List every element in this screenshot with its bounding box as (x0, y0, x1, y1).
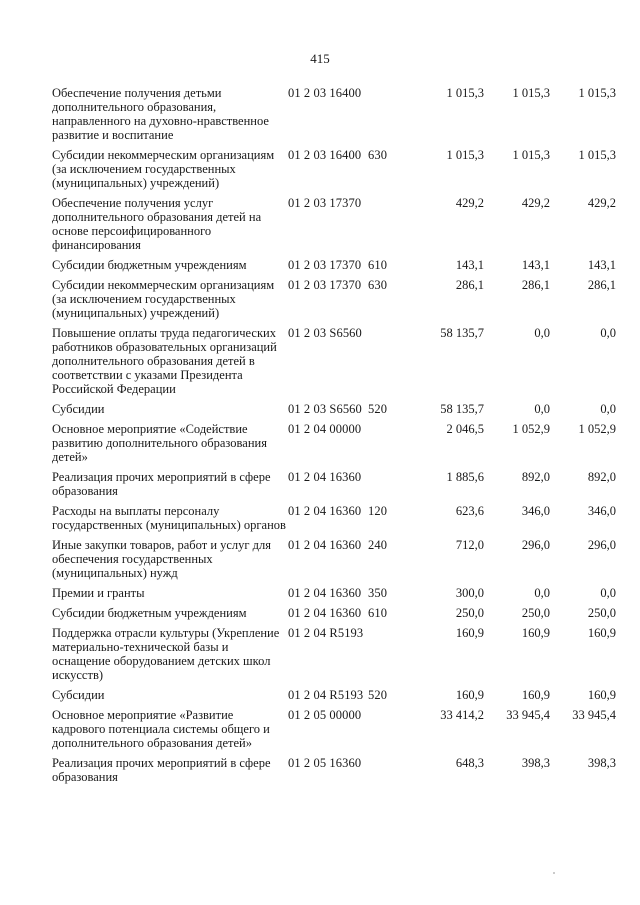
row-name: Субсидии некоммерческим организациям (за исключением государственных (муниципальных) учреждений) (52, 148, 275, 190)
row-name: Реализация прочих мероприятий в сфере образования (52, 756, 271, 784)
table-row (52, 86, 616, 142)
row-value-v1: 286,1 (455, 278, 484, 292)
row-name: Реализация прочих мероприятий в сфере образования (52, 470, 271, 498)
row-value-v3: 160,9 (587, 688, 616, 702)
scan-speck (553, 872, 555, 874)
row-value-v1: 160,9 (455, 626, 484, 640)
row-value-v3: 0,0 (600, 326, 616, 340)
row-target-code: 01 2 03 17370 (288, 258, 362, 272)
row-name: Обеспечение получения детьми дополнительного образования, направленного на духовно-нравственное развитие и воспитание (52, 86, 269, 142)
table-row (52, 326, 616, 396)
table-row (52, 470, 616, 498)
row-code-cell (288, 538, 408, 552)
row-expense-type: 610 (368, 258, 388, 272)
row-name: Премии и гранты (52, 586, 145, 600)
table-row (52, 538, 616, 580)
row-value-v1: 58 135,7 (440, 326, 484, 340)
row-name: Субсидии некоммерческим организациям (за исключением государственных (муниципальных) учреждений) (52, 278, 275, 320)
row-value-v1: 160,9 (455, 688, 484, 702)
row-target-code: 01 2 03 16400 (288, 148, 362, 162)
table-row (52, 606, 616, 620)
row-name: Субсидии бюджетным учреждениям (52, 258, 247, 272)
row-expense-type: 120 (368, 504, 388, 518)
row-code-cell (288, 148, 408, 162)
row-value-v3: 346,0 (587, 504, 616, 518)
row-value-v1: 2 046,5 (446, 422, 484, 436)
row-value-v3: 892,0 (587, 470, 616, 484)
row-value-v2: 286,1 (521, 278, 550, 292)
row-value-v1: 429,2 (455, 196, 484, 210)
row-code-cell (288, 606, 408, 620)
row-value-v2: 160,9 (521, 688, 550, 702)
table-row (52, 626, 616, 682)
table-row (52, 148, 616, 190)
row-value-v3: 143,1 (587, 258, 616, 272)
table-row (52, 708, 616, 750)
page-number: 415 (310, 51, 330, 66)
row-value-v1: 58 135,7 (440, 402, 484, 416)
row-target-code: 01 2 03 17370 (288, 196, 362, 210)
row-target-code: 01 2 04 R5193 (288, 688, 364, 702)
row-value-v2: 0,0 (534, 586, 550, 600)
row-value-v1: 1 015,3 (446, 86, 484, 100)
row-value-v3: 0,0 (600, 402, 616, 416)
row-name: Обеспечение получения услуг дополнительного образования детей на основе персоифицированного финансирования (52, 196, 262, 252)
row-code-cell (288, 402, 408, 416)
row-name: Субсидии (52, 402, 105, 416)
row-name: Иные закупки товаров, работ и услуг для обеспечения государственных (муниципальных) нужд (52, 538, 272, 580)
row-expense-type: 630 (368, 148, 388, 162)
table-row (52, 504, 616, 532)
row-expense-type: 520 (368, 688, 388, 702)
row-expense-type: 630 (368, 278, 388, 292)
row-value-v1: 1 015,3 (446, 148, 484, 162)
row-value-v1: 1 885,6 (446, 470, 484, 484)
row-value-v2: 33 945,4 (506, 708, 550, 722)
table-row (52, 402, 616, 416)
budget-table (52, 86, 616, 790)
row-target-code: 01 2 04 16360 (288, 586, 362, 600)
row-code-cell (288, 86, 408, 100)
table-row (52, 258, 616, 272)
row-value-v3: 1 052,9 (578, 422, 616, 436)
row-target-code: 01 2 04 16360 (288, 538, 362, 552)
table-row (52, 756, 616, 784)
row-value-v2: 0,0 (534, 402, 550, 416)
row-value-v2: 1 015,3 (512, 148, 550, 162)
row-value-v2: 1 052,9 (512, 422, 550, 436)
row-name: Основное мероприятие «Содействие развитию дополнительного образования детей» (52, 422, 267, 464)
row-value-v2: 346,0 (521, 504, 550, 518)
table-row (52, 586, 616, 600)
row-value-v2: 160,9 (521, 626, 550, 640)
row-value-v2: 398,3 (521, 756, 550, 770)
row-name: Основное мероприятие «Развитие кадрового потенциала системы общего и дополнительного образования детей» (52, 708, 270, 750)
row-value-v2: 296,0 (521, 538, 550, 552)
row-code-cell (288, 626, 408, 640)
row-name: Расходы на выплаты персоналу государственных (муниципальных) органов (52, 504, 286, 532)
row-code-cell (288, 326, 408, 340)
row-target-code: 01 2 04 16360 (288, 470, 362, 484)
row-value-v2: 1 015,3 (512, 86, 550, 100)
row-value-v3: 296,0 (587, 538, 616, 552)
row-value-v2: 250,0 (521, 606, 550, 620)
row-name: Поддержка отрасли культуры (Укрепление материально-технической базы и оснащение оборудованием детских школ искусств) (52, 626, 280, 682)
row-value-v1: 648,3 (455, 756, 484, 770)
row-expense-type: 610 (368, 606, 388, 620)
row-code-cell (288, 504, 408, 518)
row-target-code: 01 2 03 16400 (288, 86, 362, 100)
row-code-cell (288, 470, 408, 484)
row-code-cell (288, 196, 408, 210)
row-target-code: 01 2 04 00000 (288, 422, 362, 436)
row-value-v2: 0,0 (534, 326, 550, 340)
row-name: Субсидии (52, 688, 105, 702)
row-code-cell (288, 756, 408, 770)
row-value-v1: 250,0 (455, 606, 484, 620)
table-row (52, 688, 616, 702)
row-value-v1: 143,1 (455, 258, 484, 272)
row-code-cell (288, 258, 408, 272)
row-value-v3: 33 945,4 (572, 708, 616, 722)
row-value-v3: 160,9 (587, 626, 616, 640)
row-value-v3: 1 015,3 (578, 148, 616, 162)
row-target-code: 01 2 04 16360 (288, 504, 362, 518)
row-value-v1: 712,0 (455, 538, 484, 552)
table-row (52, 196, 616, 252)
row-target-code: 01 2 05 16360 (288, 756, 362, 770)
row-value-v3: 250,0 (587, 606, 616, 620)
row-value-v3: 0,0 (600, 586, 616, 600)
row-code-cell (288, 422, 408, 436)
row-code-cell (288, 708, 408, 722)
table-row (52, 422, 616, 464)
row-name: Субсидии бюджетным учреждениям (52, 606, 247, 620)
row-name: Повышение оплаты труда педагогических работников образовательных организаций дополнительного образования детей в соответствии с указами Президента Российской Федерации (52, 326, 277, 396)
row-value-v1: 623,6 (455, 504, 484, 518)
row-target-code: 01 2 05 00000 (288, 708, 362, 722)
row-target-code: 01 2 03 17370 (288, 278, 362, 292)
row-target-code: 01 2 04 R5193 (288, 626, 364, 640)
row-target-code: 01 2 03 S6560 (288, 326, 362, 340)
row-expense-type: 240 (368, 538, 388, 552)
row-value-v3: 398,3 (587, 756, 616, 770)
row-value-v2: 143,1 (521, 258, 550, 272)
row-value-v3: 429,2 (587, 196, 616, 210)
row-target-code: 01 2 03 S6560 (288, 402, 362, 416)
row-value-v1: 33 414,2 (440, 708, 484, 722)
row-code-cell (288, 688, 408, 702)
row-code-cell (288, 278, 408, 292)
row-value-v2: 892,0 (521, 470, 550, 484)
row-value-v2: 429,2 (521, 196, 550, 210)
row-expense-type: 350 (368, 586, 388, 600)
row-value-v3: 286,1 (587, 278, 616, 292)
row-target-code: 01 2 04 16360 (288, 606, 362, 620)
table-row (52, 278, 616, 320)
row-expense-type: 520 (368, 402, 388, 416)
row-code-cell (288, 586, 408, 600)
row-value-v3: 1 015,3 (578, 86, 616, 100)
row-value-v1: 300,0 (455, 586, 484, 600)
